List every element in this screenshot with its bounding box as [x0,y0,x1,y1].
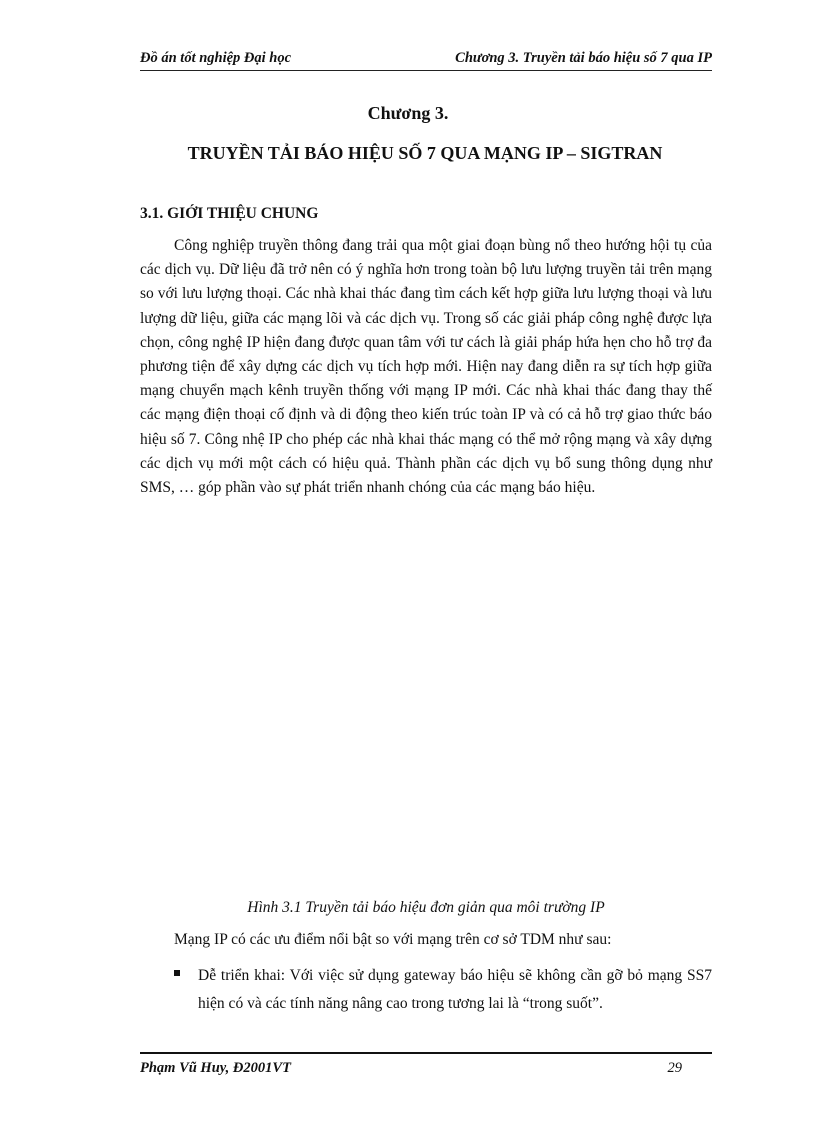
figure-caption: Hình 3.1 Truyền tải báo hiệu đơn giản qua môi trường IP [247,899,605,916]
advantages-intro: Mạng IP có các ưu điểm nổi bật so với mạng trên cơ sở TDM như sau: [174,931,612,948]
chapter-number: Chương 3. [367,103,449,123]
figure-placeholder [140,570,712,890]
page-header [140,48,712,71]
square-bullet-icon [174,970,180,976]
page-footer [140,1052,712,1078]
chapter-title: TRUYỀN TẢI BÁO HIỆU SỐ 7 QUA MẠNG IP – SIGTRAN [187,143,663,163]
header-document-title: Đồ án tốt nghiệp Đại học [140,50,292,66]
body-paragraph: Công nghiệp truyền thông đang trải qua một giai đoạn bùng nổ theo hướng hội tụ của các dịch vụ. Dữ liệu đã trở nên có ý nghĩa hơn trong toàn bộ lưu lượng truyền tải trên mạng so với lưu lượng thoại. Các nhà khai thác đang tìm cách kết hợp giữa lưu lượng thoại và lưu lượng dữ liệu, giữa các mạng lõi và các dịch vụ. Trong số các giải pháp công nghệ được lựa chọn, công nghệ IP hiện đang được quan tâm với tư cách là giải pháp hứa hẹn cho hỗ trợ đa phương tiện để xây dựng các dịch vụ tích hợp mới. Hiện nay đang diễn ra sự tích hợp giữa mạng chuyển mạch kênh truyền thống với mạng IP mới. Các nhà khai thác đang thay thế các mạng điện thoại cố định và di động theo kiến trúc toàn IP và có cả hỗ trợ giao thức báo hiệu số 7. Công nhệ IP cho phép các nhà khai thác mạng có thể mở rộng mạng và xây dựng các dịch vụ mới một cách có hiệu quả. Thành phần các dịch vụ bổ sung thông dụng như SMS, … góp phần vào sự phát triển nhanh chóng của các mạng báo hiệu. [140,237,712,497]
footer-author: Phạm Vũ Huy, Đ2001VT [140,1060,291,1076]
list-item [174,962,712,1018]
list-item-text: Dễ triển khai: Với việc sử dụng gateway báo hiệu sẽ không cần gỡ bỏ mạng SS7 hiện có và các tính năng nâng cao trong tương lai là “trong suốt”. [198,967,712,1012]
header-chapter-title: Chương 3. Truyền tải báo hiệu số 7 qua IP [455,50,712,66]
page-number: 29 [667,1060,682,1076]
section-heading: 3.1. GIỚI THIỆU CHUNG [140,205,319,222]
